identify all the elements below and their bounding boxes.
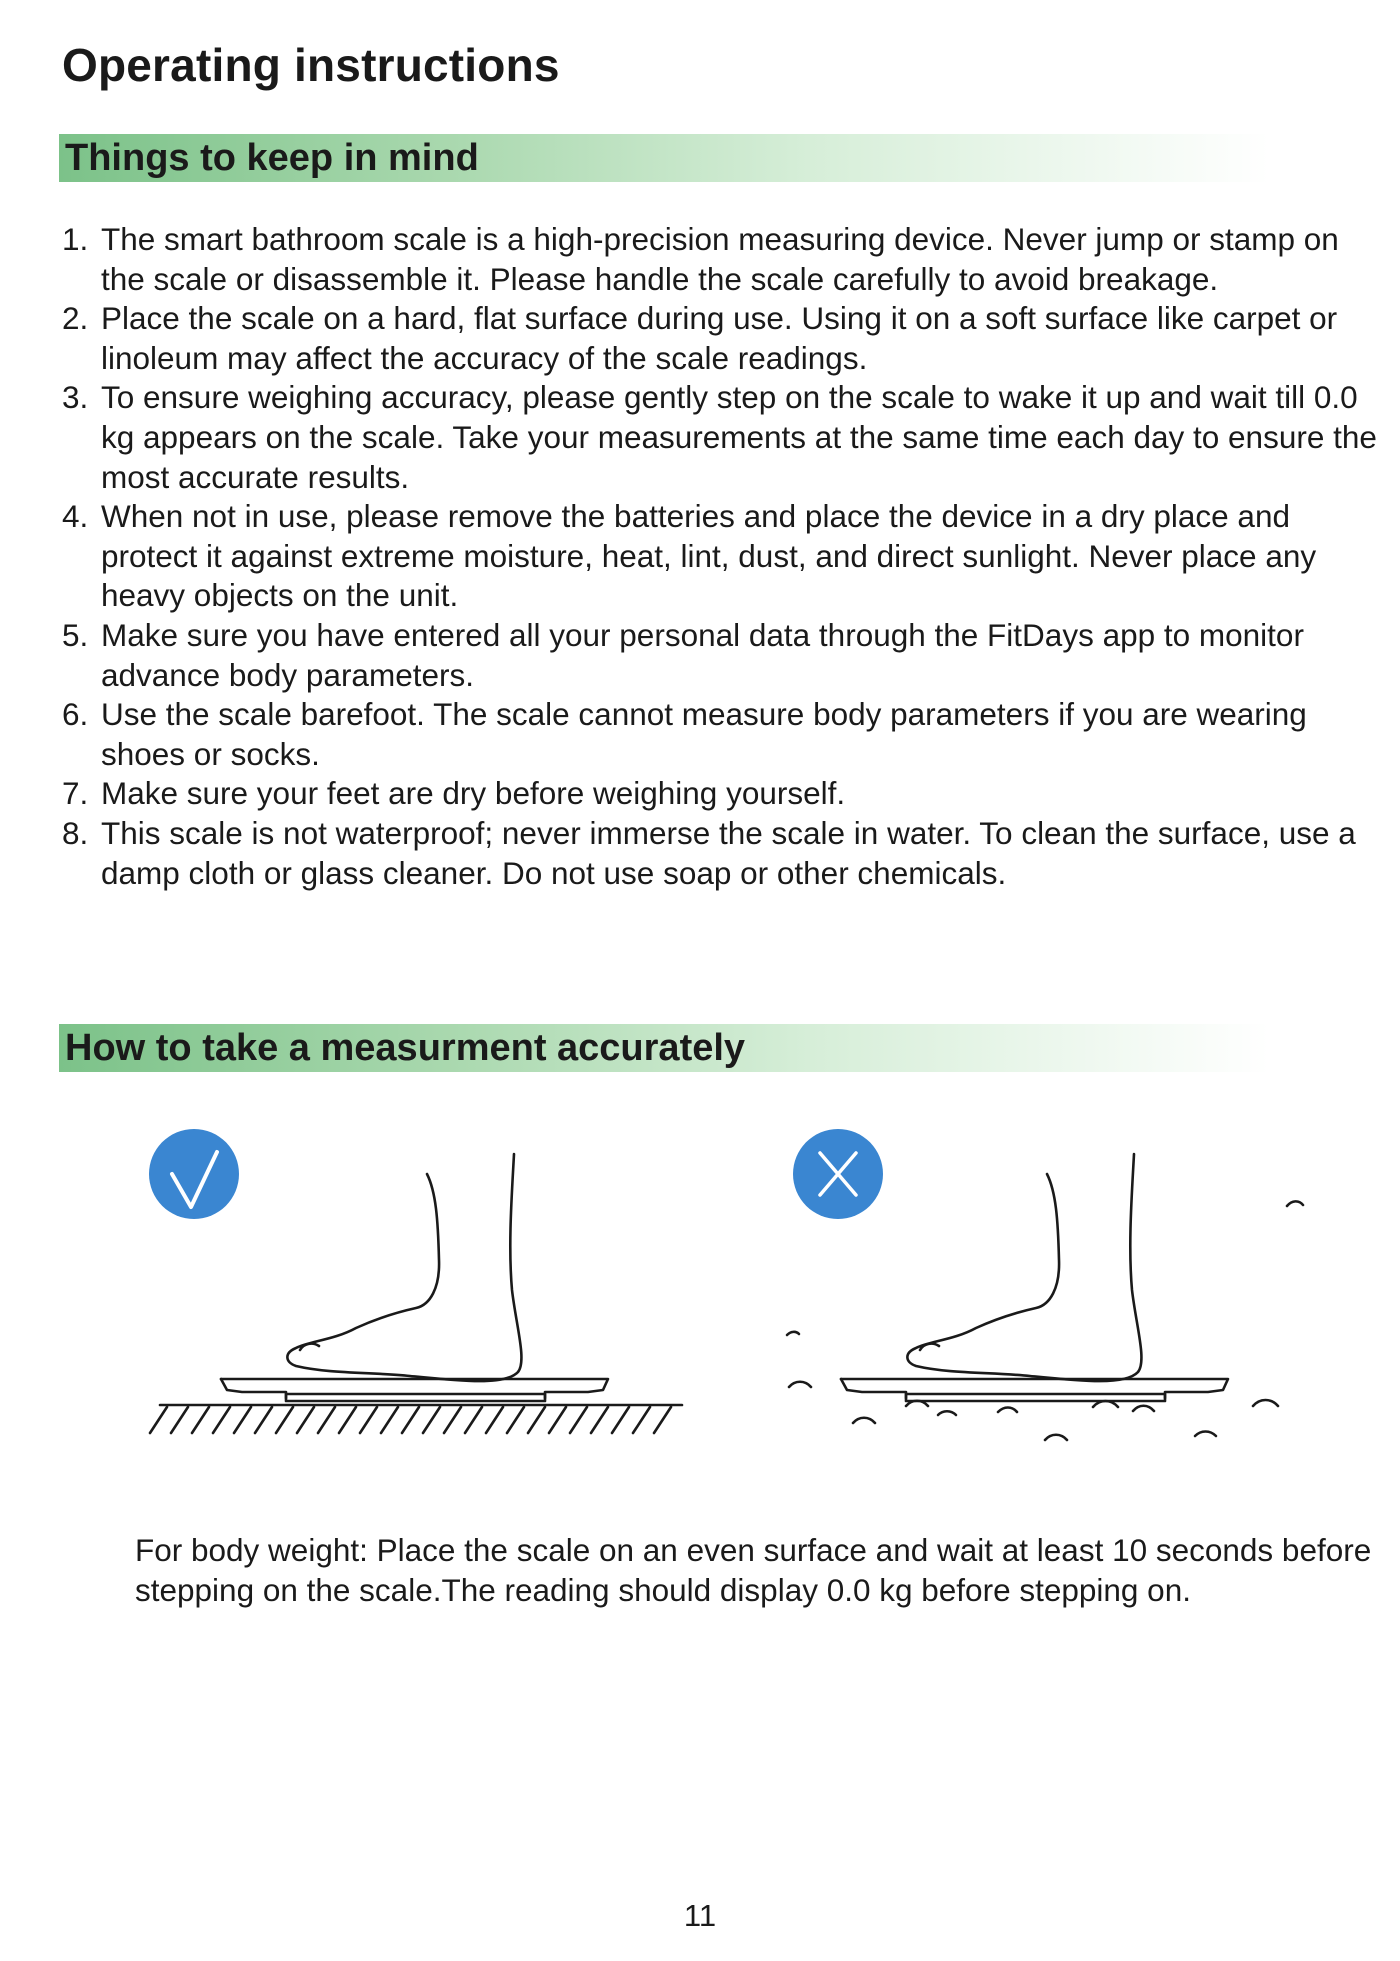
- list-item-text: Make sure you have entered all your personal data through the FitDays app to monitor advance body parameters.: [101, 616, 1304, 693]
- list-item-number: 2.: [62, 300, 89, 337]
- list-item-text: To ensure weighing accuracy, please gently step on the scale to wake it up and wait till 0.0 kg appears on the scale. Take your measurements at the same time each day to ensure the most accurate results.: [101, 379, 1377, 495]
- list-item-text: The smart bathroom scale is a high-precision measuring device. Never jump or stamp on the scale or disassemble it. Please handle the scale carefully to avoid breakage.: [101, 221, 1339, 297]
- list-item-number: 8.: [62, 814, 89, 851]
- list-item-number: 5.: [62, 616, 89, 653]
- list-item-number: 6.: [62, 696, 89, 733]
- list-item-text: When not in use, please remove the batteries and place the device in a dry place and protect it against extreme moisture, heat, lint, dust, and direct sunlight. Never place any heavy objects on the unit.: [101, 498, 1317, 614]
- list-item: [62, 299, 1382, 378]
- instructions-list: [62, 220, 1382, 893]
- list-item-text: Make sure your feet are dry before weighing yourself.: [101, 775, 846, 812]
- foot-icon: [287, 1154, 521, 1381]
- list-item-number: 7.: [62, 775, 89, 812]
- list-item: [62, 814, 1382, 893]
- cross-icon: [793, 1129, 883, 1219]
- body-weight-note: For body weight: Place the scale on an even surface and wait at least 10 seconds before stepping on the scale.The reading should display 0.0 kg before stepping on.: [135, 1532, 1372, 1608]
- correct-example: [149, 1129, 682, 1433]
- list-item-text: Use the scale barefoot. The scale cannot measure body parameters if you are wearing shoes or socks.: [101, 696, 1307, 772]
- list-item: [62, 220, 1382, 299]
- hard-floor-icon: [150, 1405, 682, 1433]
- scale-icon: [841, 1379, 1228, 1401]
- foot-icon: [907, 1154, 1141, 1381]
- list-item-number: 1.: [62, 221, 89, 257]
- list-item-number: 3.: [62, 379, 89, 416]
- section-heading-things-to-keep-in-mind: Things to keep in mind: [65, 137, 479, 179]
- section-heading-how-to-measure: How to take a measurment accurately: [65, 1027, 746, 1069]
- list-item-text: Place the scale on a hard, flat surface during use. Using it on a soft surface like carpet or linoleum may affect the accuracy of the scale readings.: [101, 300, 1338, 376]
- list-item-number: 4.: [62, 498, 89, 535]
- list-item: [62, 616, 1382, 695]
- wrong-example: [787, 1129, 1303, 1440]
- list-item: [62, 378, 1382, 497]
- list-item-text: This scale is not waterproof; never immerse the scale in water. To clean the surface, use a damp cloth or glass cleaner. Do not use soap or other chemicals.: [101, 814, 1356, 891]
- list-item: [62, 774, 1382, 814]
- check-icon: [149, 1129, 239, 1219]
- list-item: [62, 497, 1382, 616]
- section-heading-bar: [59, 134, 1269, 182]
- page-title: Operating instructions: [62, 39, 560, 91]
- list-item: [62, 695, 1382, 774]
- page-number: 11: [683, 1898, 717, 1933]
- section-heading-bar: [59, 1024, 1269, 1072]
- scale-icon: [221, 1379, 608, 1401]
- measurement-illustration: [0, 1110, 1400, 1470]
- uneven-surface-icon: [787, 1201, 1303, 1440]
